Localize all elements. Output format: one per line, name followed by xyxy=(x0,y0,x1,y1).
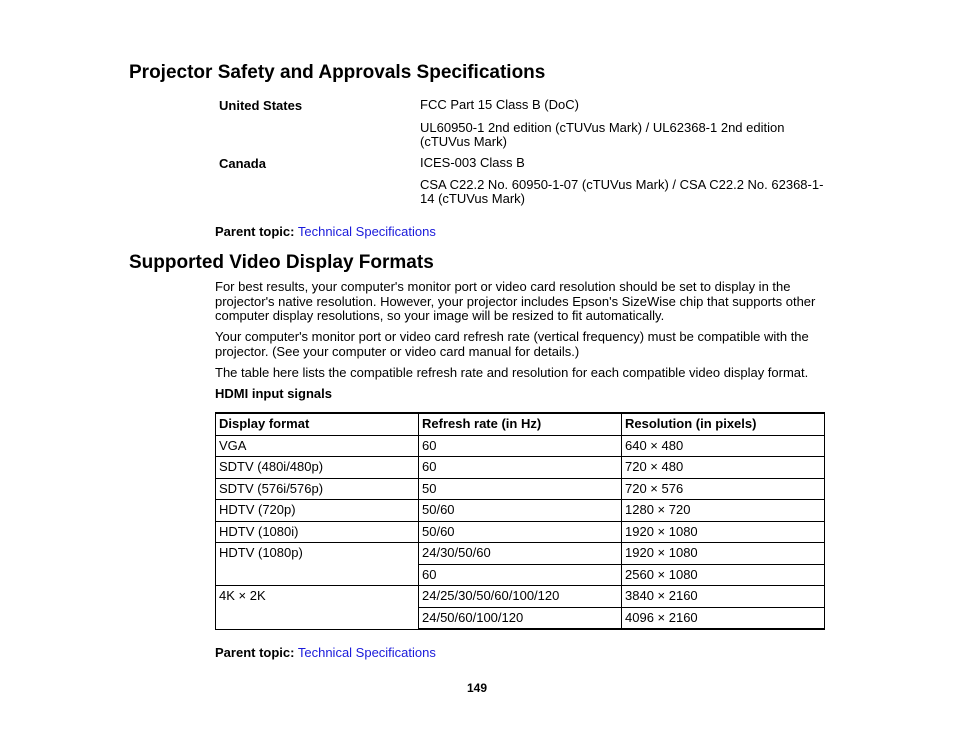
approval-label-us: United States xyxy=(219,98,303,113)
cell-resolution: 1920 × 1080 xyxy=(622,521,825,543)
parent-topic-label: Parent topic: xyxy=(215,645,295,660)
cell-resolution: 720 × 576 xyxy=(622,478,825,500)
cell-refresh-rate: 60 xyxy=(419,435,622,457)
cell-resolution: 1920 × 1080 xyxy=(622,543,825,565)
approval-value-us-fcc: FCC Part 15 Class B (DoC) xyxy=(420,97,579,112)
cell-resolution: 640 × 480 xyxy=(622,435,825,457)
cell-refresh-rate: 24/50/60/100/120 xyxy=(419,607,622,629)
parent-topic-label: Parent topic: xyxy=(215,224,295,239)
table-row xyxy=(216,521,825,543)
section-title-safety: Projector Safety and Approvals Specifications xyxy=(129,62,546,83)
cell-display-format: HDTV (1080i) xyxy=(216,521,419,543)
cell-refresh-rate: 24/30/50/60 xyxy=(419,543,622,565)
cell-refresh-rate: 50 xyxy=(419,478,622,500)
approval-label-canada: Canada xyxy=(219,156,266,171)
cell-resolution: 2560 × 1080 xyxy=(622,564,825,586)
table-row xyxy=(216,435,825,457)
parent-topic-1 xyxy=(215,224,436,239)
cell-display-format: VGA xyxy=(216,435,419,457)
cell-display-format: HDTV (1080p) xyxy=(216,543,419,586)
cell-display-format: HDTV (720p) xyxy=(216,500,419,522)
hdmi-signals-table xyxy=(215,412,825,630)
cell-resolution: 1280 × 720 xyxy=(622,500,825,522)
cell-resolution: 3840 × 2160 xyxy=(622,586,825,608)
table-row xyxy=(216,478,825,500)
table-row xyxy=(216,457,825,479)
cell-refresh-rate: 50/60 xyxy=(419,521,622,543)
cell-display-format: SDTV (576i/576p) xyxy=(216,478,419,500)
approval-value-canada-ices: ICES-003 Class B xyxy=(420,155,525,170)
table-row xyxy=(216,543,825,565)
table-row xyxy=(216,586,825,608)
cell-refresh-rate: 24/25/30/50/60/100/120 xyxy=(419,586,622,608)
cell-display-format: SDTV (480i/480p) xyxy=(216,457,419,479)
column-header-display-format: Display format xyxy=(216,413,419,435)
approval-value-canada-csa: CSA C22.2 No. 60950-1-07 (cTUVus Mark) / CSA C22.2 No. 62368-1-14 (cTUVus Mark) xyxy=(420,177,824,206)
cell-resolution: 720 × 480 xyxy=(622,457,825,479)
cell-refresh-rate: 60 xyxy=(419,564,622,586)
paragraph-best-results: For best results, your computer's monitor port or video card resolution should be set to display in the projector's native resolution. However, your projector includes Epson's SizeWise chip that supports other computer display resolutions, so your image will be resized to fit automatically. xyxy=(215,279,816,323)
cell-refresh-rate: 60 xyxy=(419,457,622,479)
column-header-resolution: Resolution (in pixels) xyxy=(622,413,825,435)
parent-topic-2 xyxy=(215,645,436,660)
paragraph-table-intro: The table here lists the compatible refresh rate and resolution for each compatible video display format. xyxy=(215,365,809,380)
section-title-video-formats: Supported Video Display Formats xyxy=(129,252,434,273)
parent-topic-link[interactable]: Technical Specifications xyxy=(297,645,436,660)
page-number: 149 xyxy=(467,681,488,695)
cell-display-format: 4K × 2K xyxy=(216,586,419,630)
parent-topic-link[interactable]: Technical Specifications xyxy=(297,224,436,239)
cell-refresh-rate: 50/60 xyxy=(419,500,622,522)
approval-value-us-ul: UL60950-1 2nd edition (cTUVus Mark) / UL62368-1 2nd edition (cTUVus Mark) xyxy=(420,120,785,149)
table-row xyxy=(216,500,825,522)
table-heading-hdmi: HDMI input signals xyxy=(215,386,332,401)
column-header-refresh-rate: Refresh rate (in Hz) xyxy=(419,413,622,435)
paragraph-refresh-rate: Your computer's monitor port or video card refresh rate (vertical frequency) must be compatible with the projector. (See your computer or video card manual for details.) xyxy=(215,329,809,359)
cell-resolution: 4096 × 2160 xyxy=(622,607,825,629)
table-header-row xyxy=(216,413,825,435)
